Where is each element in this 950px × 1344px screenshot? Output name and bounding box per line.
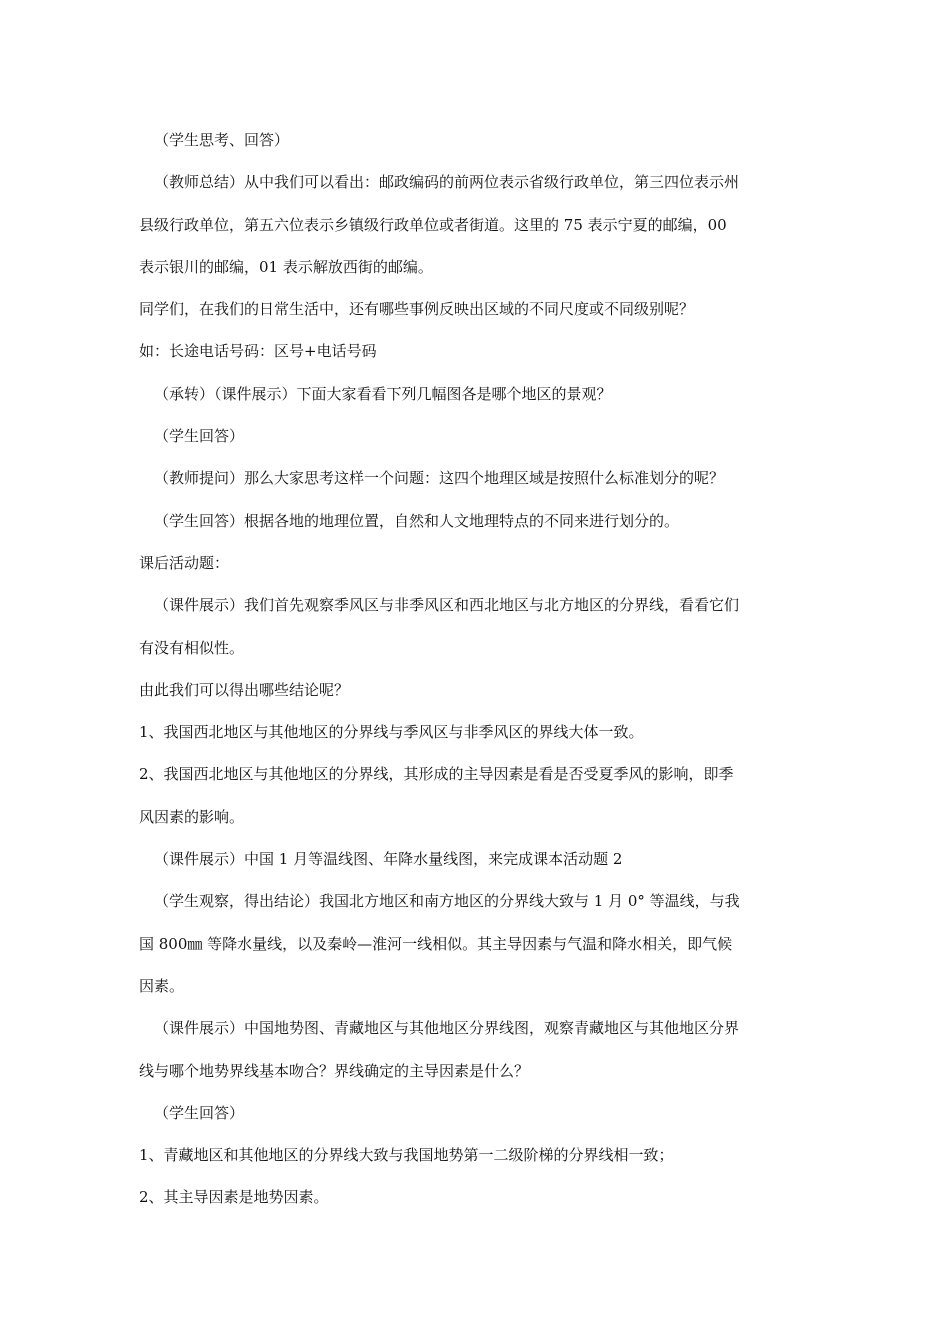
paragraph-line: 如：长途电话号码：区号+电话号码 bbox=[139, 342, 377, 361]
paragraph-line: 由此我们可以得出哪些结论呢？ bbox=[139, 680, 350, 699]
paragraph-line: 1、青藏地区和其他地区的分界线大致与我国地势第一二级阶梯的分界线相一致； bbox=[139, 1146, 674, 1165]
paragraph-line: 县级行政单位，第五六位表示乡镇级行政单位或者街道。这里的 75 表示宁夏的邮编，00 bbox=[139, 215, 727, 234]
paragraph-line: 国 800㎜ 等降水量线，以及秦岭—淮河一线相似。其主导因素与气温和降水相关，即气候 bbox=[139, 934, 733, 953]
paragraph-line: 有没有相似性。 bbox=[139, 638, 245, 657]
paragraph-line: 2、我国西北地区与其他地区的分界线，其形成的主导因素是看是否受夏季风的影响，即季 bbox=[139, 765, 734, 784]
paragraph-line: （承转）（课件展示）下面大家看看下列几幅图各是哪个地区的景观？ bbox=[154, 384, 612, 403]
paragraph-line: （课件展示）中国地势图、青藏地区与其他地区分界线图，观察青藏地区与其他地区分界 bbox=[154, 1019, 740, 1038]
paragraph-line: （教师总结）从中我们可以看出：邮政编码的前两位表示省级行政单位，第三四位表示州 bbox=[154, 173, 740, 192]
paragraph-line: （课件展示）我们首先观察季风区与非季风区和西北地区与北方地区的分界线，看看它们 bbox=[154, 596, 740, 615]
paragraph-line: （学生回答）根据各地的地理位置，自然和人文地理特点的不同来进行划分的。 bbox=[154, 511, 680, 530]
paragraph-line: （学生观察，得出结论）我国北方地区和南方地区的分界线大致与 1 月 0° 等温线，与我 bbox=[154, 892, 740, 911]
document-body bbox=[139, 119, 811, 1219]
paragraph-line: 因素。 bbox=[139, 976, 185, 995]
paragraph-line: （课件展示）中国 1 月等温线图、年降水量线图，来完成课本活动题 2 bbox=[154, 850, 623, 869]
paragraph-line: （学生回答） bbox=[154, 427, 245, 446]
paragraph-line: 线与哪个地势界线基本吻合？界线确定的主导因素是什么？ bbox=[139, 1061, 530, 1080]
paragraph-line: 表示银川的邮编，01 表示解放西街的邮编。 bbox=[139, 257, 433, 276]
paragraph-line: （学生思考、回答） bbox=[154, 131, 290, 149]
paragraph-line: （教师提问）那么大家思考这样一个问题：这四个地理区域是按照什么标准划分的呢？ bbox=[154, 469, 725, 488]
paragraph-line: 2、其主导因素是地势因素。 bbox=[139, 1188, 329, 1207]
paragraph-line: 课后活动题： bbox=[139, 553, 230, 572]
paragraph-line: （学生回答） bbox=[154, 1103, 245, 1122]
paragraph-line: 1、我国西北地区与其他地区的分界线与季风区与非季风区的界线大体一致。 bbox=[139, 723, 644, 742]
paragraph-line: 同学们，在我们的日常生活中，还有哪些事例反映出区域的不同尺度或不同级别呢？ bbox=[139, 300, 695, 319]
paragraph-line: 风因素的影响。 bbox=[139, 807, 245, 826]
